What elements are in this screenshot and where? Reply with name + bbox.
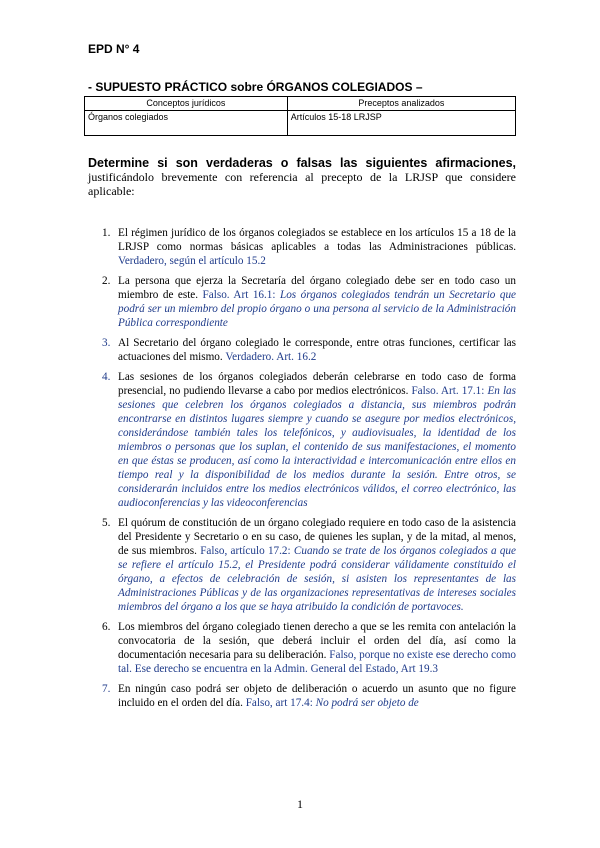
statement-list [88, 226, 516, 710]
list-item [88, 370, 516, 510]
item-answer-quote: No podrá ser objeto de [315, 697, 419, 709]
table-cell: Órganos colegiados [85, 111, 288, 136]
item-answer: Falso. Art. 17.1: [411, 385, 485, 397]
item-number: 7. [102, 683, 111, 695]
item-answer: Falso, porque no existe ese derecho como tal. Ese derecho se encuentra en la Admin. General del Estado, Art 19.3 [118, 649, 517, 675]
item-statement: Las sesiones de los órganos colegiados deberán celebrarse en todo caso de forma presencial, no pudiendo llevarse a cabo por medios electrónicos. [118, 371, 516, 397]
concepts-table [84, 96, 516, 136]
instructions [88, 156, 516, 198]
item-answer-quote: Cuando se trate de los órganos colegiados a que se refiere el artículo 15.2, el Presidente podrá considerar válidamente constituido el órgano, a efectos de celebración de sesión, si asisten los representantes de las Administraciones Públicas y de las organizaciones representativas de intereses sociales miembros del órgano a los que se haya atribuido la condición de portavoces. [118, 545, 516, 613]
list-item [88, 226, 516, 268]
list-item [88, 274, 516, 330]
item-number: 6. [102, 621, 111, 633]
list-item [88, 336, 516, 364]
item-answer-quote: Los órganos colegiados tendrán un Secretario que podrá ser un miembro del propio órgano o una persona al servicio de la Administración Pública correspondiente [118, 289, 517, 329]
item-answer: Falso, artículo 17.2: [200, 545, 291, 557]
item-number: 2. [102, 275, 111, 287]
item-number: 4. [102, 371, 111, 383]
item-statement: El régimen jurídico de los órganos colegiados se establece en los artículos 15 a 18 de la LRJSP como normas básicas aplicables a todas las Administraciones públicas. [118, 227, 516, 253]
page-number: 1 [297, 797, 303, 811]
document-title: - SUPUESTO PRÁCTICO sobre ÓRGANOS COLEGIADOS – [88, 80, 423, 94]
item-number: 3. [102, 337, 111, 349]
item-statement: En ningún caso podrá ser objeto de deliberación o acuerdo un asunto que no figure incluido en el orden del día. [118, 683, 516, 709]
item-number: 5. [102, 517, 111, 529]
column-header: Preceptos analizados [287, 97, 515, 111]
list-item [88, 516, 516, 614]
item-statement: Los miembros del órgano colegiado tienen derecho a que se les remita con antelación la convocatoria de la sesión, que deberá incluir el orden del día, así como la documentación necesaria para su deliberación. [118, 621, 516, 661]
item-statement: La persona que ejerza la Secretaría del órgano colegiado debe ser en todo caso un miembro de este. [118, 275, 516, 301]
item-answer: Falso, art 17.4: [245, 697, 313, 709]
item-statement: Al Secretario del órgano colegiado le corresponde, entre otras funciones, certificar las actuaciones del mismo. [118, 337, 516, 363]
instructions-heading: Determine si son verdaderas o falsas las siguientes afirmaciones, [88, 156, 516, 170]
table-cell: Artículos 15-18 LRJSP [287, 111, 515, 136]
document-code: EPD N° 4 [88, 42, 140, 56]
item-number: 1. [102, 227, 111, 239]
table-header-row [85, 97, 516, 111]
item-answer-quote: En las sesiones que celebren los órganos colegiados a distancia, sus miembros podrán encontrarse en distintos lugares siempre y cuando se asegure por medios electrónicos, considerándose también tales los telefónicos, y audiovisuales, la identidad de los miembros o personas que los suplan, el contenido de sus manifestaciones, el momento en que éstas se producen, así como la interactividad e intercomunicación entre ellos en tiempo real y la disponibilidad de los medios durante la sesión. Entre otros, se considerarán incluidos entre los medios electrónicos válidos, el correo electrónico, las audioconferencias y las videoconferencias [118, 385, 516, 509]
list-item [88, 682, 516, 710]
instructions-text: justificándolo brevemente con referencia al precepto de la LRJSP que considere aplicable: [88, 170, 516, 198]
item-answer: Falso. Art 16.1: [202, 289, 276, 301]
item-statement: El quórum de constitución de un órgano colegiado requiere en todo caso de la asistencia del Presidente y Secretario o en su caso, de quienes les suplan, y de la mitad, al menos, de sus miembros. [118, 517, 516, 557]
list-item [88, 620, 516, 676]
item-answer: Verdadero, según el artículo 15.2 [118, 255, 266, 267]
item-answer: Verdadero. Art. 16.2 [225, 351, 317, 363]
table-row [85, 111, 516, 136]
column-header: Conceptos jurídicos [85, 97, 288, 111]
